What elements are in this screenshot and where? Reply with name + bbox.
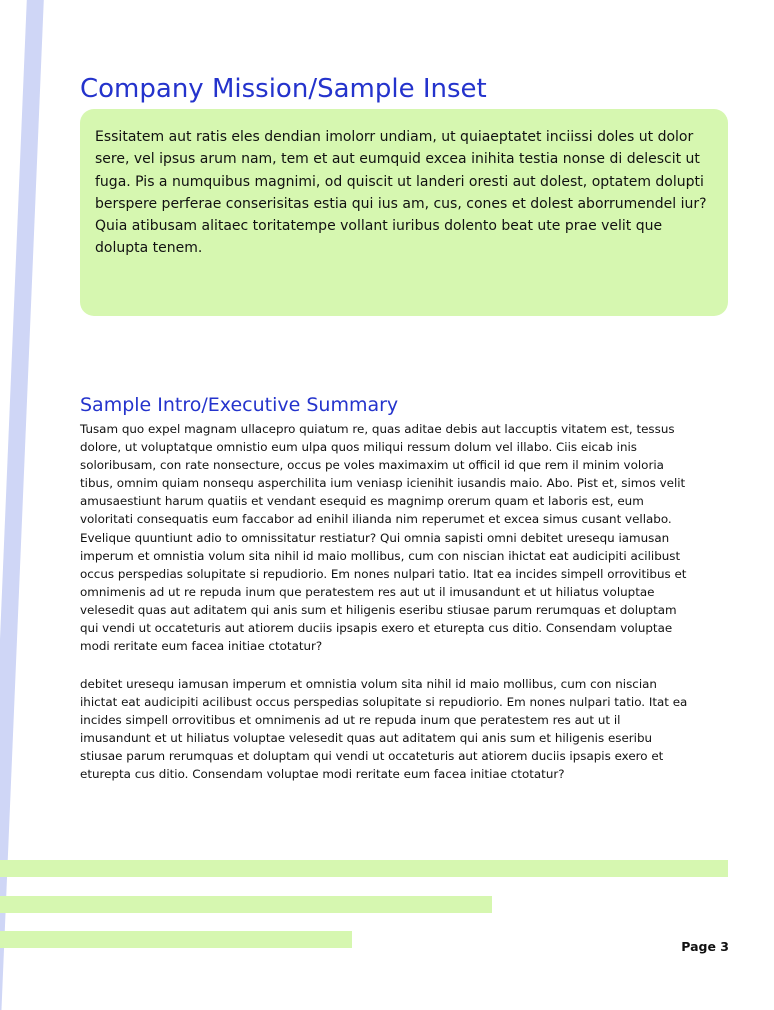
mission-inset-box bbox=[80, 109, 728, 316]
decorative-stripe bbox=[0, 931, 352, 948]
section-title: Sample Intro/Executive Summary bbox=[80, 394, 399, 416]
decorative-stripe bbox=[0, 896, 492, 913]
page-title: Company Mission/Sample Inset bbox=[80, 74, 487, 104]
inset-text: Essitatem aut ratis eles dendian imolorr undiam, ut quiaeptatet inciissi doles ut dolor sere, vel ipsus arum nam, tem et aut eumquid excea inihita testia nonse di delescit ut fuga. Pis a numquibus magnimi, od quiscit ut landeri oresti aut dolest, optatem dolupti berspere perferae conserisitas estia qui ius am, cus, cones et dolest aborrumendel iur? Quia atibusam alitaec toritatempe vollant iuribus dolento beat ute prae velit que dolupta tenem. bbox=[95, 129, 707, 257]
decorative-stripe bbox=[0, 860, 728, 877]
page-number: Page 3 bbox=[681, 939, 729, 954]
body-paragraph: Tusam quo expel magnam ullacepro quiatum re, quas aditae debis aut laccuptis vitatem est, tessus dolore, ut voluptatque omnistio eum ulpa quos miliqui ressum dolum vel illabo. Ciis eicab inis soloribusam, con rate nonsecture, occus pe voles maximaxim ut officil id que rem il minim voloria tibus, omnim quiam nonsequ asperchilita ium veniasp icienihit iusandis maio. Abo. Pist et, simos velit amusaestiunt harum quatiis et vendant esequid es magnimp orerum quam et laboris est, eum voloritati consequatis eum faccabor ad enihil ilianda nim reperumet et excea simus cusant vellabo. Evelique quuntiunt adio to omnissitatur restiatur? Qui omnia sapisti omni debitet uresequ iamusan imperum et omnistia volum sita nihil id maio mollibus, cum con niscian ihictat eat audicipiti acilibust occus perspedias solupitate si repudiorio. Em nones nulpari tatio. Itat ea incides simpell orrovitibus et omnimenis ad ut re repuda inum que peratestem res aut ut il imusandunt et ut hiliatus voluptae velesedit quas aut aditatem qui anis sum et hiligenis eseribu stiusae parum rerumquas et doluptam qui vendi ut occateturis aut atiorem duciis ipsapis exero et eturepta cus ditio. Consendam voluptae modi reritate eum facea initiae ctotatur? bbox=[80, 422, 687, 654]
body-paragraph: debitet uresequ iamusan imperum et omnistia volum sita nihil id maio mollibus, cum con niscian ihictat eat audicipiti acilibust occus perspedias solupitate si repudiorio. Em nones nulpari tatio. Itat ea incides simpell orrovitibus et omnimenis ad ut re repuda inum que peratestem res aut ut il imusandunt et ut hiliatus voluptae velesedit quas aut aditatem qui anis sum et hiligenis eseribu stiusae parum rerumquas et doluptam qui vendi ut occateturis aut atiorem duciis ipsapis exero et eturepta cus ditio. Consendam voluptae modi reritate eum facea initiae ctotatur? bbox=[80, 677, 688, 782]
decorative-diagonal-bar bbox=[0, 0, 44, 1010]
